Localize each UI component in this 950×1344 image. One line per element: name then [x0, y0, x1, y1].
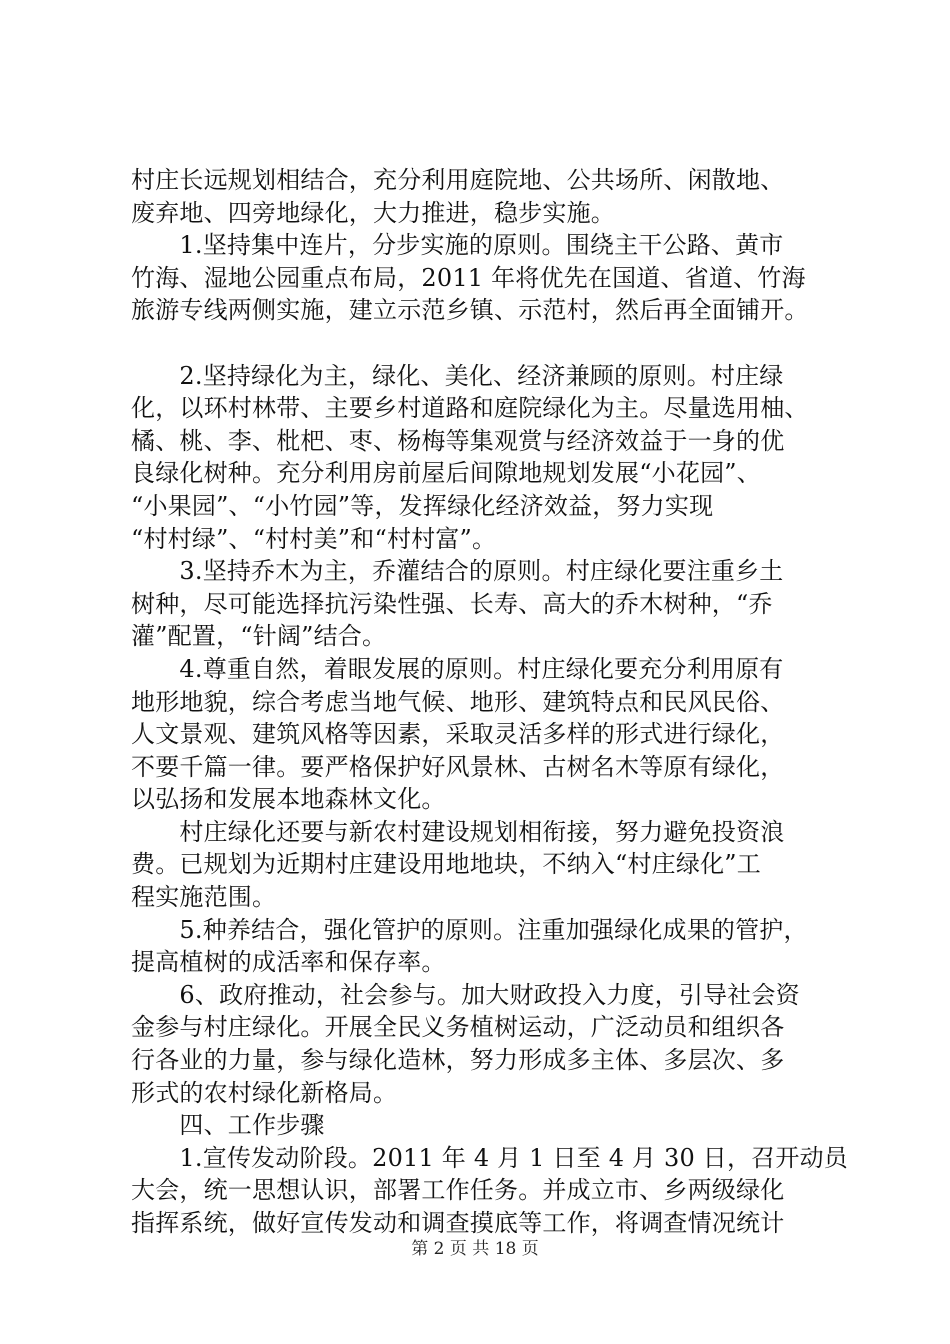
text-line: “小果园”、“小竹园”等，发挥绿化经济效益，努力实现	[131, 491, 714, 520]
text-line: 1.宣传发动阶段。2011 年 4 月 1 日至 4 月 30 日，召开动员	[131, 1143, 848, 1172]
text-line: 废弃地、四旁地绿化，大力推进，稳步实施。	[131, 198, 615, 227]
text-line: 人文景观、建筑风格等因素，采取灵活多样的形式进行绿化，	[131, 720, 785, 749]
text-line: 地形地貌，综合考虑当地气候、地形、建筑特点和民风民俗、	[131, 687, 785, 716]
text-line: 以弘扬和发展本地森林文化。	[131, 785, 446, 814]
text-line: 费。已规划为近期村庄建设用地地块，不纳入“村庄绿化”工	[131, 850, 761, 879]
text-line: 橘、桃、李、枇杷、枣、杨梅等集观赏与经济效益于一身的优	[131, 426, 785, 455]
text-line: 化，以环村林带、主要乡村道路和庭院绿化为主。尽量选用柚、	[131, 394, 809, 423]
text-line: 金参与村庄绿化。开展全民义务植树运动，广泛动员和组织各	[131, 1013, 785, 1042]
text-line: 树种，尽可能选择抗污染性强、长寿、高大的乔木树种，“乔	[131, 589, 773, 618]
text-line: 不要千篇一律。要严格保护好风景林、古树名木等原有绿化，	[131, 752, 785, 781]
text-line: 竹海、湿地公园重点布局，2011 年将优先在国道、省道、竹海	[131, 263, 806, 292]
text-line: “村村绿”、“村村美”和“村村富”。	[131, 524, 497, 553]
text-line: 良绿化树种。充分利用房前屋后间隙地规划发展“小花园”、	[131, 459, 761, 488]
text-line: 6、政府推动，社会参与。加大财政投入力度，引导社会资	[131, 980, 800, 1009]
text-line: 5.种养结合，强化管护的原则。注重加强绿化成果的管护，	[131, 915, 808, 944]
body-text	[131, 164, 848, 1240]
text-line: 1.坚持集中连片，分步实施的原则。围绕主干公路、黄市	[131, 231, 784, 260]
text-line: 形式的农村绿化新格局。	[131, 1078, 398, 1107]
text-line: 程实施范围。	[131, 883, 277, 912]
text-line: 四、工作步骤	[131, 1111, 325, 1140]
text-line: 灌”配置，“针阔”结合。	[131, 622, 387, 651]
text-line: 村庄绿化还要与新农村建设规划相衔接，努力避免投资浪	[131, 817, 785, 846]
text-line: 旅游专线两侧实施，建立示范乡镇、示范村，然后再全面铺开。	[131, 296, 809, 325]
page-footer: 第 2 页 共 18 页	[411, 1239, 539, 1259]
text-line: 村庄长远规划相结合，充分利用庭院地、公共场所、闲散地、	[131, 166, 785, 194]
text-line: 行各业的力量，参与绿化造林，努力形成多主体、多层次、多	[131, 1046, 785, 1075]
text-line: 3.坚持乔木为主，乔灌结合的原则。村庄绿化要注重乡土	[131, 557, 784, 586]
text-line: 大会，统一思想认识，部署工作任务。并成立市、乡两级绿化	[131, 1176, 785, 1205]
text-line: 指挥系统，做好宣传发动和调查摸底等工作，将调查情况统计	[131, 1209, 785, 1237]
text-line: 2.坚持绿化为主，绿化、美化、经济兼顾的原则。村庄绿	[131, 361, 784, 390]
text-line: 4.尊重自然，着眼发展的原则。村庄绿化要充分利用原有	[131, 654, 784, 683]
text-line: 提高植树的成活率和保存率。	[131, 948, 446, 977]
blank-line	[131, 327, 831, 360]
